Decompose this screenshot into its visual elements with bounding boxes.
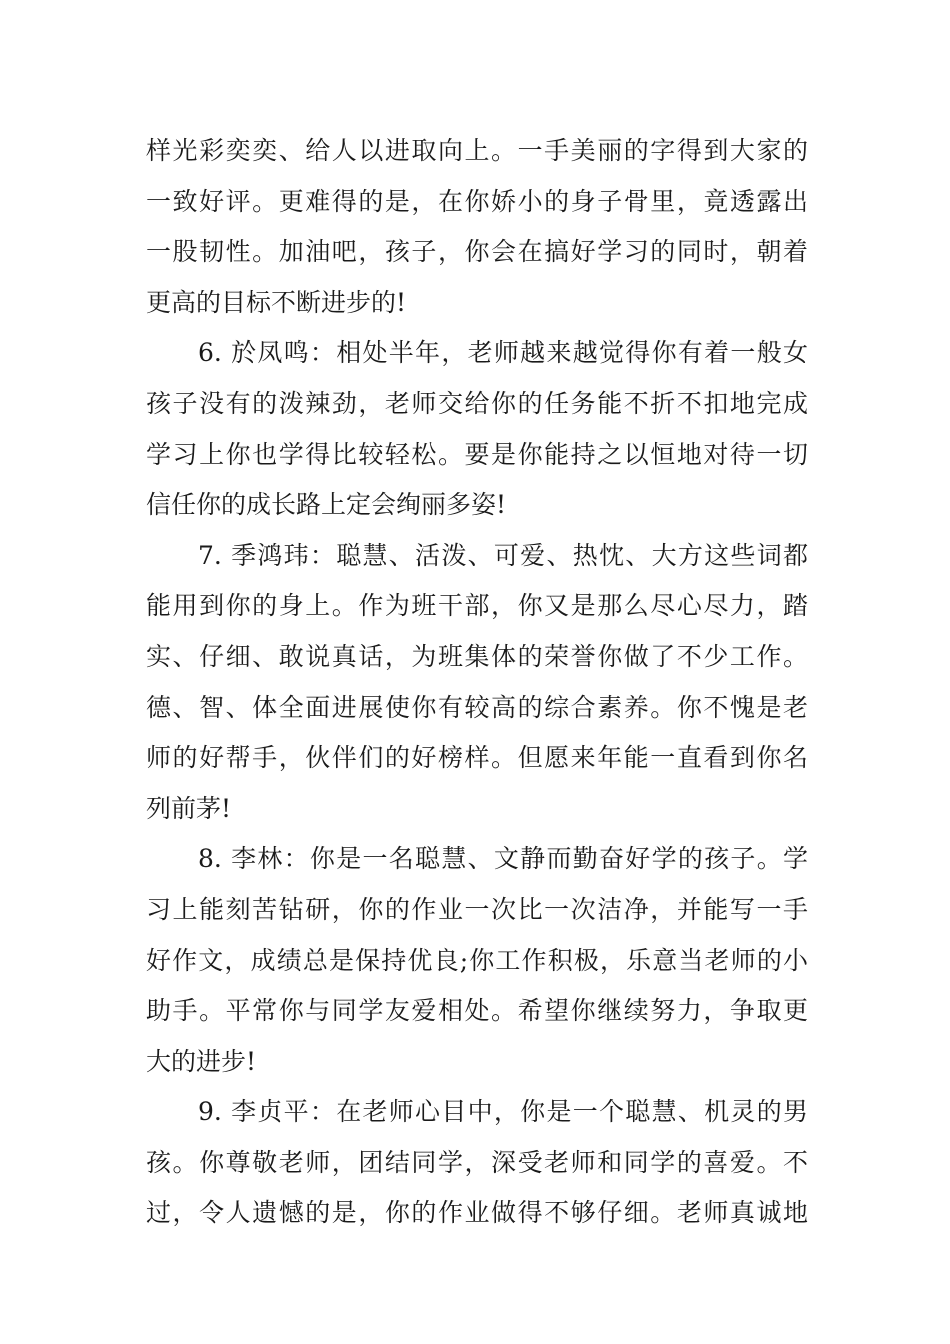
text-line: 6. 於凤鸣：相处半年，老师越来越觉得你有着一般女 bbox=[198, 338, 808, 368]
text-line: 信任你的成长路上定会绚丽多姿! bbox=[146, 490, 507, 520]
text-line: 孩子没有的泼辣劲，老师交给你的任务能不折不扣地完成 bbox=[146, 388, 808, 418]
text-line: 样光彩奕奕、给人以进取向上。一手美丽的字得到大家的 bbox=[146, 136, 808, 165]
text-line: 德、智、体全面进展使你有较高的综合素养。你不愧是老 bbox=[146, 692, 808, 722]
text-line: 能用到你的身上。作为班干部，你又是那么尽心尽力，踏 bbox=[146, 591, 808, 621]
text-line: 一致好评。更难得的是，在你娇小的身子骨里，竟透露出 bbox=[146, 186, 808, 216]
text-line: 一股韧性。加油吧，孩子，你会在搞好学习的同时，朝着 bbox=[146, 237, 808, 267]
text-line: 学习上你也学得比较轻松。要是你能持之以恒地对待一切 bbox=[146, 439, 808, 469]
text-line: 孩。你尊敬老师，团结同学，深受老师和同学的喜爱。不 bbox=[146, 1147, 808, 1177]
text-line: 更高的目标不断进步的! bbox=[146, 287, 407, 317]
text-line: 大的进步! bbox=[146, 1046, 257, 1076]
text-line: 好作文，成绩总是保持优良;你工作积极，乐意当老师的小 bbox=[146, 945, 808, 975]
text-line: 过，令人遗憾的是，你的作业做得不够仔细。老师真诚地 bbox=[146, 1198, 808, 1228]
text-line: 7. 季鸿玮：聪慧、活泼、可爱、热忱、大方这些词都 bbox=[198, 540, 808, 570]
text-line: 列前茅! bbox=[146, 793, 232, 823]
text-line: 助手。平常你与同学友爱相处。希望你继续努力，争取更 bbox=[146, 996, 808, 1026]
text-line: 8. 李林：你是一名聪慧、文静而勤奋好学的孩子。学 bbox=[198, 844, 808, 874]
text-line: 师的好帮手，伙伴们的好榜样。但愿来年能一直看到你名 bbox=[146, 743, 808, 773]
text-line: 9. 李贞平：在老师心目中，你是一个聪慧、机灵的男 bbox=[198, 1097, 808, 1127]
text-line: 实、仔细、敢说真话，为班集体的荣誉你做了不少工作。 bbox=[146, 641, 808, 671]
text-line: 习上能刻苦钻研，你的作业一次比一次洁净，并能写一手 bbox=[146, 894, 808, 924]
body-text bbox=[146, 126, 808, 1239]
